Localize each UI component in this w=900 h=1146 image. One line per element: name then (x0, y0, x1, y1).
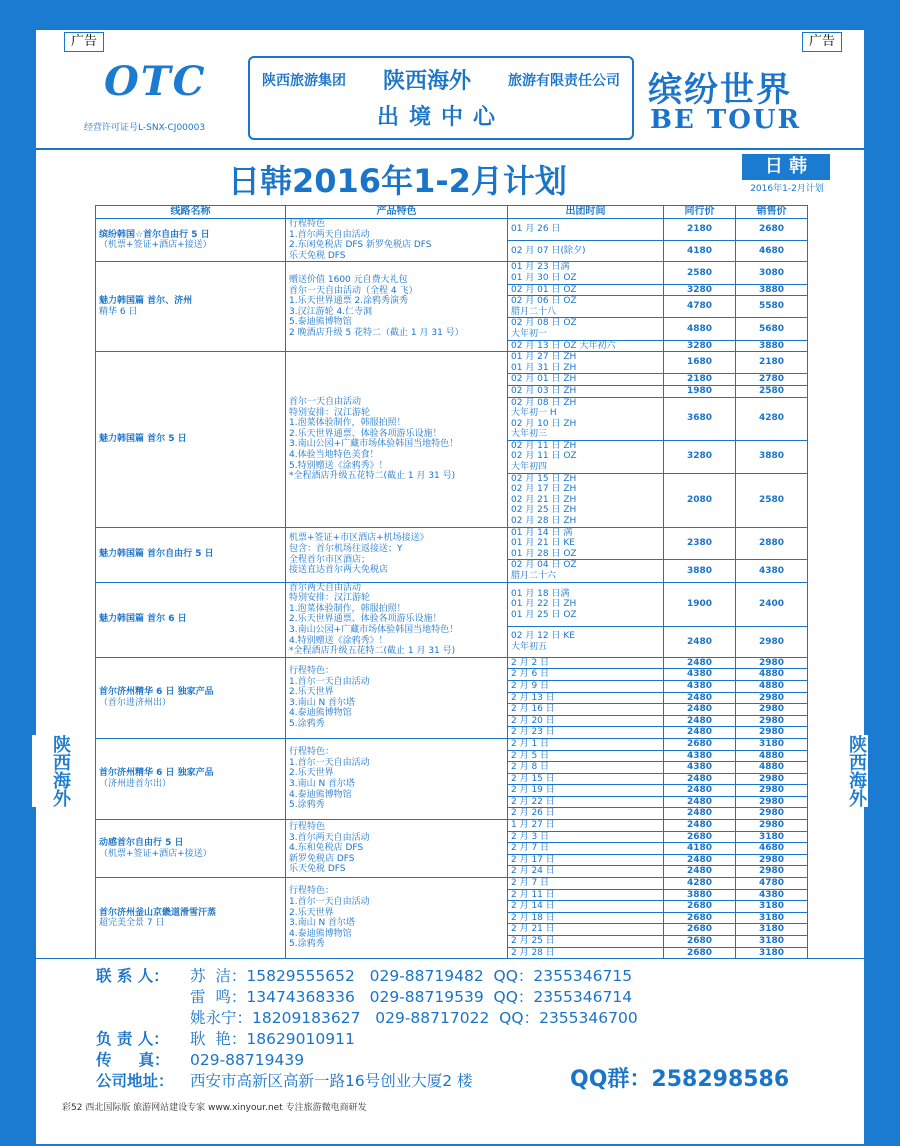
departure-date: 01 月 27 日 ZH 01 月 31 日 ZH (508, 352, 664, 374)
feature-line: 包含：首尔机场往返接送；Y (289, 544, 403, 555)
trade-price: 2680 (664, 936, 736, 948)
table-header-row (96, 206, 808, 219)
route-subtitle: 精华 6 日 (99, 306, 138, 317)
departure-date: 2 月 9 日 (508, 680, 664, 692)
retail-price: 2980 (736, 854, 808, 866)
retail-price: 2980 (736, 627, 808, 657)
departure-date: 2 月 3 日 (508, 831, 664, 843)
side-label-right: 陕西海外 (828, 735, 868, 807)
feature-line: 3.南山公园+广藏市场体验韩国当地特色！ (289, 624, 459, 635)
contact-text: 029-88719439 (190, 1051, 305, 1069)
retail-price: 3180 (736, 947, 808, 959)
retail-price: 2980 (736, 727, 808, 739)
departure-date: 02 月 07 日(除夕) (508, 240, 664, 262)
retail-price: 3880 (736, 440, 808, 473)
route-name (96, 582, 286, 657)
retail-price: 3880 (736, 284, 808, 296)
trade-price: 4180 (664, 240, 736, 262)
feature-line: 3.南山 N 首尔塔 (289, 918, 356, 929)
feature-line: 3.首尔两天自由活动 (289, 832, 370, 843)
product-features (286, 738, 508, 819)
trade-price: 3880 (664, 889, 736, 901)
route-name (96, 527, 286, 582)
trade-price: 2180 (664, 219, 736, 241)
retail-price: 2680 (736, 219, 808, 241)
route-name (96, 738, 286, 819)
route-title: 缤纷韩国☆首尔自由行 5 日 (99, 229, 210, 240)
feature-line: 3.南山 N 首尔塔 (289, 697, 356, 708)
route-subtitle: （机票+签证+酒店+接送） (99, 848, 212, 859)
trade-price: 2480 (664, 727, 736, 739)
contact-text: 苏 洁：15829555652 029-88719482 QQ：2355346715 (190, 967, 633, 985)
table-row (96, 262, 808, 284)
feature-line: *全程酒店升级五花特二(截止 1 月 31 号) (289, 646, 456, 657)
agency-company: 旅游有限责任公司 (507, 72, 620, 89)
retail-price: 3180 (736, 924, 808, 936)
retail-price: 2400 (736, 582, 808, 627)
feature-line: 行程特色： (289, 666, 335, 677)
feature-line: 行程特色： (289, 886, 335, 897)
trade-price: 3680 (664, 397, 736, 440)
table-row (96, 582, 808, 627)
departure-date: 2 月 22 日 (508, 796, 664, 808)
trade-price: 4780 (664, 296, 736, 318)
agency-dept: 出境中心 (376, 105, 505, 130)
feature-line: 1.泡菜体验制作，韩服拍照！ (289, 603, 406, 614)
retail-price: 3180 (736, 936, 808, 948)
retail-price: 2180 (736, 352, 808, 374)
feature-line: 5.涂鸦秀 (289, 939, 325, 950)
departure-date: 2 月 11 日 (508, 889, 664, 901)
contact-row (96, 987, 638, 1008)
retail-price: 2880 (736, 527, 808, 560)
product-features (286, 527, 508, 582)
trade-price: 1980 (664, 385, 736, 397)
retail-price: 2980 (736, 715, 808, 727)
feature-line: 乐天免税 DFS (289, 864, 346, 875)
trade-price: 4380 (664, 750, 736, 762)
feature-line: 2.乐天世界 (289, 907, 334, 918)
feature-line: 机票+签证+市区酒店+机场接送》 (289, 533, 429, 544)
trade-price: 2480 (664, 866, 736, 878)
contact-block (96, 966, 638, 1092)
route-title: 魅力韩国篇 首尔 6 日 (99, 614, 187, 625)
header-features: 产品特色 (286, 206, 508, 219)
footer-text: 彩52 西北国际版 旅游网站建设专家 www.xinyour.net 专注旅游微电商研发 (62, 1103, 367, 1113)
retail-price: 2980 (736, 773, 808, 785)
retail-price: 2980 (736, 692, 808, 704)
departure-date: 01 月 18 日满 01 月 22 日 ZH 01 月 25 日 OZ (508, 582, 664, 627)
departure-date: 01 月 14 日 满 01 月 21 日 KE 01 月 28 日 OZ (508, 527, 664, 560)
retail-price: 2980 (736, 796, 808, 808)
contact-divider (36, 958, 864, 959)
trade-price: 4280 (664, 878, 736, 890)
trade-price: 3280 (664, 284, 736, 296)
contact-row (96, 1008, 638, 1029)
feature-line: 接送直达首尔两大免税店 (289, 565, 389, 576)
agency-name: 陕西海外 (382, 68, 471, 94)
departure-date: 2 月 20 日 (508, 715, 664, 727)
retail-price: 4680 (736, 843, 808, 855)
product-features (286, 262, 508, 352)
retail-price: 4680 (736, 240, 808, 262)
contact-row (96, 1071, 638, 1092)
brand-chinese: 缤纷世界 (648, 70, 792, 110)
trade-price: 1900 (664, 582, 736, 627)
trade-price: 4880 (664, 318, 736, 340)
trade-price: 2480 (664, 796, 736, 808)
brand-english: BE TOUR (650, 105, 802, 135)
table-row (96, 878, 808, 890)
feature-line: 2.东闲免税店 DFS 新罗免税店 DFS (289, 240, 432, 251)
feature-line: 4.特别赠送《涂鸦秀》！ (289, 635, 388, 646)
route-title: 首尔济州釜山京畿道滑雪汗蒸 (99, 907, 217, 918)
retail-price: 4880 (736, 762, 808, 774)
departure-date: 02 月 08 日 OZ 大年初一 (508, 318, 664, 340)
contact-row (96, 966, 638, 987)
trade-price: 2480 (664, 692, 736, 704)
retail-price: 5580 (736, 296, 808, 318)
departure-date: 2 月 7 日 (508, 878, 664, 890)
departure-date: 2 月 5 日 (508, 750, 664, 762)
feature-line: 特别安排：汉江游轮 (289, 593, 371, 604)
product-features (286, 820, 508, 878)
departure-date: 2 月 8 日 (508, 762, 664, 774)
feature-line: 2.乐天世界通票、体验各项游乐设施！ (289, 614, 442, 625)
trade-price: 2680 (664, 901, 736, 913)
retail-price: 2580 (736, 385, 808, 397)
header-route: 线路名称 (96, 206, 286, 219)
table-row (96, 738, 808, 750)
feature-line: 1.首尔一天自由活动 (289, 757, 370, 768)
trade-price: 2680 (664, 738, 736, 750)
feature-line: 5.涂鸦秀 (289, 719, 325, 730)
departure-date: 2 月 24 日 (508, 866, 664, 878)
departure-date: 2 月 6 日 (508, 669, 664, 681)
trade-price: 2680 (664, 831, 736, 843)
contact-text: 耿 艳：18629010911 (190, 1030, 355, 1048)
trade-price: 4380 (664, 680, 736, 692)
header-departure: 出团时间 (508, 206, 664, 219)
feature-line: 新罗免税店 DFS (289, 853, 355, 864)
feature-line: 5.特别赠送《涂鸦秀》！ (289, 460, 388, 471)
feature-line: 5.泰迪熊博物馆 (289, 317, 352, 328)
trade-price: 2480 (664, 820, 736, 832)
retail-price: 3180 (736, 831, 808, 843)
trade-price: 2480 (664, 704, 736, 716)
tour-plan-table (95, 205, 808, 959)
region-badge-sub: 2016年1-2月计划 (750, 184, 824, 194)
otc-logo: OTC (104, 58, 207, 105)
departure-date: 02 月 01 日 ZH (508, 374, 664, 386)
feature-line: 行程特色： (289, 747, 335, 758)
feature-line: 3.汉江游轮 4.仁寺洞 (289, 306, 373, 317)
product-features (286, 878, 508, 959)
retail-price: 2980 (736, 820, 808, 832)
contact-text: 西安市高新区高新一路16号创业大厦2 楼 (190, 1072, 473, 1090)
feature-line: 行程特色 (289, 822, 326, 833)
departure-date: 2 月 2 日 (508, 657, 664, 669)
feature-line: 1.首尔一天自由活动 (289, 676, 370, 687)
departure-date: 02 月 15 日 ZH 02 月 17 日 ZH 02 月 21 日 ZH 02 月 25 日 ZH 02 月 28 日 ZH (508, 473, 664, 527)
feature-line: 4.东和免税店 DFS (289, 843, 364, 854)
route-subtitle: （机票+签证+酒店+接送） (99, 240, 212, 251)
departure-date: 02 月 04 日 OZ 腊月二十六 (508, 560, 664, 582)
retail-price: 4880 (736, 680, 808, 692)
retail-price: 2780 (736, 374, 808, 386)
departure-date: 1 月 27 日 (508, 820, 664, 832)
side-label-left: 陕西海外 (32, 735, 72, 807)
retail-price: 3080 (736, 262, 808, 284)
trade-price: 2480 (664, 808, 736, 820)
route-title: 首尔济州精华 6 日 独家产品 (99, 768, 214, 779)
feature-line: 4.泰迪熊博物馆 (289, 928, 352, 939)
departure-date: 01 月 23 日满 01 月 30 日 OZ (508, 262, 664, 284)
departure-date: 2 月 28 日 (508, 947, 664, 959)
feature-line: 首尔两天自由活动 (289, 582, 362, 593)
route-name (96, 657, 286, 738)
retail-price: 4380 (736, 560, 808, 582)
route-title: 魅力韩国篇 首尔自由行 5 日 (99, 549, 214, 560)
departure-date: 02 月 12 日 KE 大年初五 (508, 627, 664, 657)
trade-price: 2680 (664, 924, 736, 936)
retail-price: 3880 (736, 340, 808, 352)
trade-price: 2480 (664, 854, 736, 866)
feature-line: 4.泰迪熊博物馆 (289, 789, 352, 800)
product-features (286, 219, 508, 262)
retail-price: 2980 (736, 866, 808, 878)
departure-date: 02 月 08 日 ZH 大年初一 H 02 月 10 日 ZH 大年初三 (508, 397, 664, 440)
retail-price: 4780 (736, 878, 808, 890)
route-name (96, 352, 286, 528)
license-number: 经营许可证号L-SNX-CJ00003 (84, 123, 206, 133)
retail-price: 4280 (736, 397, 808, 440)
departure-date: 2 月 14 日 (508, 901, 664, 913)
trade-price: 4380 (664, 669, 736, 681)
trade-price: 2480 (664, 785, 736, 797)
feature-line: 2.乐天世界通票、体验各项游乐设施！ (289, 428, 442, 439)
trade-price: 2680 (664, 912, 736, 924)
departure-date: 2 月 25 日 (508, 936, 664, 948)
departure-date: 2 月 23 日 (508, 727, 664, 739)
feature-line: 乐天免税 DFS (289, 250, 346, 261)
feature-line: 1.泡菜体验制作，韩服拍照！ (289, 418, 406, 429)
table-row (96, 657, 808, 669)
ad-label-right: 广告 (802, 32, 842, 52)
trade-price: 2680 (664, 947, 736, 959)
departure-date: 2 月 1 日 (508, 738, 664, 750)
feature-line: 2 晚酒店升级 5 花特二（截止 1 月 31 号） (289, 327, 464, 338)
contact-row (96, 1050, 638, 1071)
route-name (96, 820, 286, 878)
route-subtitle: 超完美全景 7 日 (99, 918, 165, 929)
departure-date: 2 月 19 日 (508, 785, 664, 797)
trade-price: 4180 (664, 843, 736, 855)
product-features (286, 352, 508, 528)
trade-price: 2480 (664, 715, 736, 727)
page-title: 日韩2016年1-2月计划 (228, 162, 567, 200)
departure-date: 02 月 06 日 OZ 腊月二十八 (508, 296, 664, 318)
retail-price: 3180 (736, 901, 808, 913)
ad-label-left: 广告 (64, 32, 104, 52)
product-features (286, 582, 508, 657)
route-name (96, 219, 286, 262)
departure-date: 02 月 03 日 ZH (508, 385, 664, 397)
route-title: 魅力韩国篇 首尔 5 日 (99, 434, 187, 445)
feature-line: 4.体验当地特色美食！ (289, 449, 379, 460)
trade-price: 1680 (664, 352, 736, 374)
contact-label: 公司地址： (96, 1072, 174, 1090)
retail-price: 2980 (736, 808, 808, 820)
departure-date: 02 月 01 日 OZ (508, 284, 664, 296)
retail-price: 4880 (736, 669, 808, 681)
header-retail-price: 销售价 (736, 206, 808, 219)
trade-price: 3280 (664, 440, 736, 473)
feature-line: 4.泰迪熊博物馆 (289, 708, 352, 719)
route-title: 动感首尔自由行 5 日 (99, 837, 184, 848)
departure-date: 2 月 15 日 (508, 773, 664, 785)
route-name (96, 878, 286, 959)
route-subtitle: （济州进首尔出） (99, 778, 172, 789)
contact-label: 负 责 人： (96, 1030, 169, 1048)
feature-line: 首尔一天自由活动（全程 4 飞） (289, 285, 418, 296)
feature-line: 1.首尔两天自由活动 (289, 229, 370, 240)
departure-date: 2 月 21 日 (508, 924, 664, 936)
trade-price: 3280 (664, 340, 736, 352)
trade-price: 2180 (664, 374, 736, 386)
trade-price: 3880 (664, 560, 736, 582)
departure-date: 02 月 11 日 ZH 02 月 11 日 OZ 大年初四 (508, 440, 664, 473)
feature-line: 特别安排：汉江游轮 (289, 407, 371, 418)
feature-line: 3.南山公园+广藏市场体验韩国当地特色！ (289, 439, 459, 450)
qq-group: QQ群：258298586 (570, 1067, 790, 1092)
region-badge: 日 韩 (742, 154, 830, 180)
route-title: 魅力韩国篇 首尔、济州 (99, 296, 193, 307)
feature-line: 2.乐天世界 (289, 687, 334, 698)
departure-date: 2 月 16 日 (508, 704, 664, 716)
feature-line: 1.乐天世界通票 2.涂鸦秀演秀 (289, 296, 409, 307)
feature-line: 3.南山 N 首尔塔 (289, 778, 356, 789)
product-features (286, 657, 508, 738)
retail-price: 5680 (736, 318, 808, 340)
table-row (96, 219, 808, 241)
table-row (96, 352, 808, 374)
trade-price: 4380 (664, 762, 736, 774)
trade-price: 2480 (664, 773, 736, 785)
agency-banner (248, 56, 634, 140)
feature-line: 首尔一天自由活动 (289, 397, 362, 407)
trade-price: 2480 (664, 627, 736, 657)
departure-date: 2 月 26 日 (508, 808, 664, 820)
feature-line: 行程特色 (289, 219, 326, 229)
retail-price: 3180 (736, 738, 808, 750)
feature-line: 2.乐天世界 (289, 768, 334, 779)
trade-price: 2580 (664, 262, 736, 284)
table-row (96, 527, 808, 560)
departure-date: 2 月 18 日 (508, 912, 664, 924)
departure-date: 2 月 17 日 (508, 854, 664, 866)
retail-price: 2980 (736, 785, 808, 797)
departure-date: 01 月 26 日 (508, 219, 664, 241)
contact-label: 传 真： (96, 1051, 170, 1069)
contact-text: 姚永宁：18209183627 029-88717022 QQ：2355346700 (190, 1009, 638, 1027)
trade-price: 2080 (664, 473, 736, 527)
departure-date: 2 月 13 日 (508, 692, 664, 704)
feature-line: 5.涂鸦秀 (289, 800, 325, 811)
contact-text: 雷 鸣：13474368336 029-88719539 QQ：2355346714 (190, 988, 633, 1006)
header-divider (36, 148, 864, 150)
route-title: 首尔济州精华 6 日 独家产品 (99, 687, 214, 698)
table-row (96, 820, 808, 832)
trade-price: 2480 (664, 657, 736, 669)
retail-price: 4380 (736, 889, 808, 901)
feature-line: *全程酒店升级五花特二(截止 1 月 31 号) (289, 471, 456, 482)
agency-group: 陕西旅游集团 (262, 72, 346, 89)
route-name (96, 262, 286, 352)
feature-line: 赠送价值 1600 元自费大礼包 (289, 274, 408, 285)
feature-line: 全程首尔市区酒店； (289, 554, 371, 565)
feature-line: 1.首尔一天自由活动 (289, 896, 370, 907)
retail-price: 2580 (736, 473, 808, 527)
retail-price: 2980 (736, 704, 808, 716)
contact-row (96, 1029, 638, 1050)
header-trade-price: 同行价 (664, 206, 736, 219)
departure-date: 2 月 7 日 (508, 843, 664, 855)
departure-date: 02 月 13 日 OZ 大年初六 (508, 340, 664, 352)
route-subtitle: （首尔进济州出） (99, 697, 172, 708)
trade-price: 2380 (664, 527, 736, 560)
retail-price: 3180 (736, 912, 808, 924)
retail-price: 2980 (736, 657, 808, 669)
contact-label: 联 系 人： (96, 967, 169, 985)
retail-price: 4880 (736, 750, 808, 762)
